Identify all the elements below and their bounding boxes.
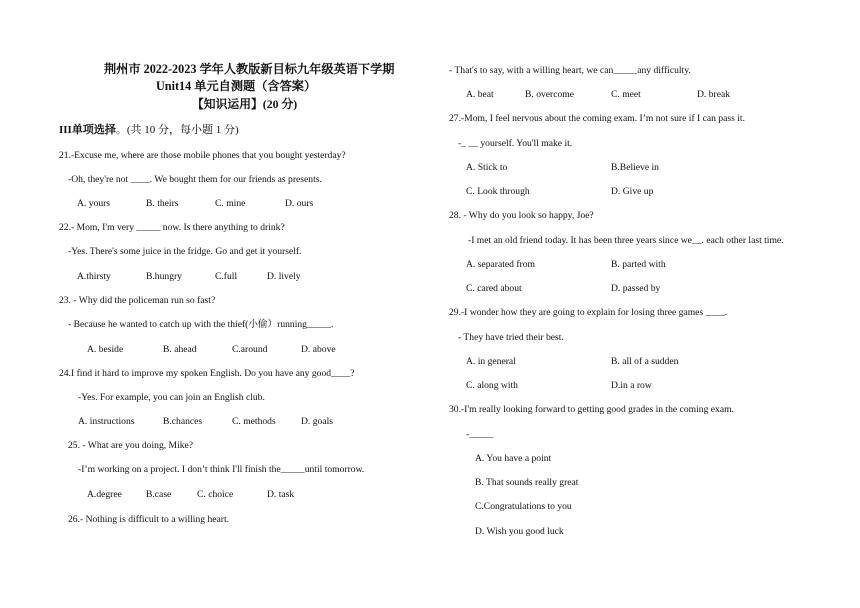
q23-option-a: A. beside — [87, 344, 124, 355]
q24-option-a: A. instructions — [78, 416, 135, 427]
q25-option-d: D. task — [267, 489, 295, 500]
q28-option-c: C. cared about — [466, 283, 522, 294]
q27-option-c: C. Look through — [466, 186, 530, 197]
q30-option-a: A. You have a point — [475, 453, 552, 464]
q21-question: 21.-Excuse me, where are those mobile phones that you bought yesterday? — [59, 150, 346, 161]
q25-response: -I’m working on a project. I don’t think I'll finish the_____until tomorrow. — [78, 464, 365, 475]
part-label: III单项选择 — [59, 124, 116, 136]
q23-question: 23. - Why did the policeman run so fast? — [59, 295, 216, 306]
q29-option-a: A. in general — [466, 356, 516, 367]
title-line-2: Unit14 单元自测题（含答案） — [156, 79, 317, 93]
q28-response: -I met an old friend today. It has been three years since we__. each other last time. — [468, 235, 784, 246]
q24-option-b: B.chances — [163, 416, 203, 427]
q22-option-d: D. lively — [267, 271, 301, 282]
q29-option-c: C. along with — [466, 380, 518, 391]
q28-option-a: A. separated from — [466, 259, 535, 270]
q25-option-c: C. choice — [197, 489, 234, 500]
q22-option-c: C.full — [215, 271, 238, 282]
q23-option-b: B. ahead — [163, 344, 197, 355]
q26-option-d: D. break — [697, 89, 731, 100]
q27-option-a: A. Stick to — [466, 162, 508, 173]
q27-option-d: D. Give up — [611, 186, 654, 197]
q28-option-b: B. parted with — [611, 259, 666, 270]
q22-option-b: B.hungry — [146, 271, 182, 282]
q23-option-d: D. above — [301, 344, 336, 355]
q25-option-b: B.case — [146, 489, 172, 500]
q30-response: -_____ — [466, 429, 494, 440]
q21-response: -Oh, they're not ____. We bought them for our friends as presents. — [68, 174, 322, 185]
q28-option-d: D. passed by — [611, 283, 661, 294]
q26-option-c: C. meet — [611, 89, 641, 100]
q27-option-b: B.Believe in — [611, 162, 659, 173]
q22-option-a: A.thirsty — [77, 271, 111, 282]
q22-question: 22.- Mom, I'm very _____ now. Is there anything to drink? — [59, 222, 285, 233]
q30-option-c: C.Congratulations to you — [475, 501, 572, 512]
section-heading: 【知识运用】(20 分) — [192, 97, 298, 111]
q21-option-c: C. mine — [215, 198, 246, 209]
q24-option-d: D. goals — [301, 416, 333, 427]
q26-option-b: B. overcome — [525, 89, 575, 100]
q23-response: - Because he wanted to catch up with the thief(小偷）running_____. — [68, 319, 334, 330]
q29-response: - They have tried their best. — [458, 332, 564, 343]
q24-question: 24.I find it hard to improve my spoken English. Do you have any good____? — [59, 368, 355, 379]
q26-question: 26.- Nothing is difficult to a willing heart. — [68, 514, 230, 525]
title-line-1: 荆州市 2022-2023 学年人教版新目标九年级英语下学期 — [104, 62, 395, 76]
q22-response: -Yes. There's some juice in the fridge. Go and get it yourself. — [68, 246, 302, 257]
q29-question: 29.-I wonder how they are going to explain for losing three games ____. — [449, 307, 728, 318]
part-note: 。(共 10 分，每小题 1 分) — [115, 124, 239, 136]
q26-option-a: A. beat — [466, 89, 494, 100]
q25-option-a: A.degree — [87, 489, 122, 500]
q21-option-a: A. yours — [77, 198, 111, 209]
q24-option-c: C. methods — [232, 416, 276, 427]
q21-option-b: B. theirs — [146, 198, 179, 209]
q29-option-b: B. all of a sudden — [611, 356, 679, 367]
q23-option-c: C.around — [232, 344, 268, 355]
q27-response: -_ __ yourself. You'll make it. — [458, 138, 573, 149]
q28-question: 28. - Why do you look so happy, Joe? — [449, 210, 594, 221]
q25-question: 25. - What are you doing, Mike? — [68, 440, 194, 451]
q26-response: - That's to say, with a willing heart, we can_____any difficulty. — [449, 65, 691, 76]
q30-option-d: D. Wish you good luck — [475, 526, 564, 537]
q27-question: 27.-Mom, I feel nervous about the coming exam. I’m not sure if I can pass it. — [449, 113, 745, 124]
q30-option-b: B. That sounds really great — [475, 477, 579, 488]
q21-option-d: D. ours — [285, 198, 314, 209]
q30-question: 30.-I'm really looking forward to getting good grades in the coming exam. — [449, 404, 734, 415]
q29-option-d: D.in a row — [611, 380, 652, 391]
part-heading — [59, 124, 239, 136]
q24-response: -Yes. For example, you can join an English club. — [78, 392, 265, 403]
